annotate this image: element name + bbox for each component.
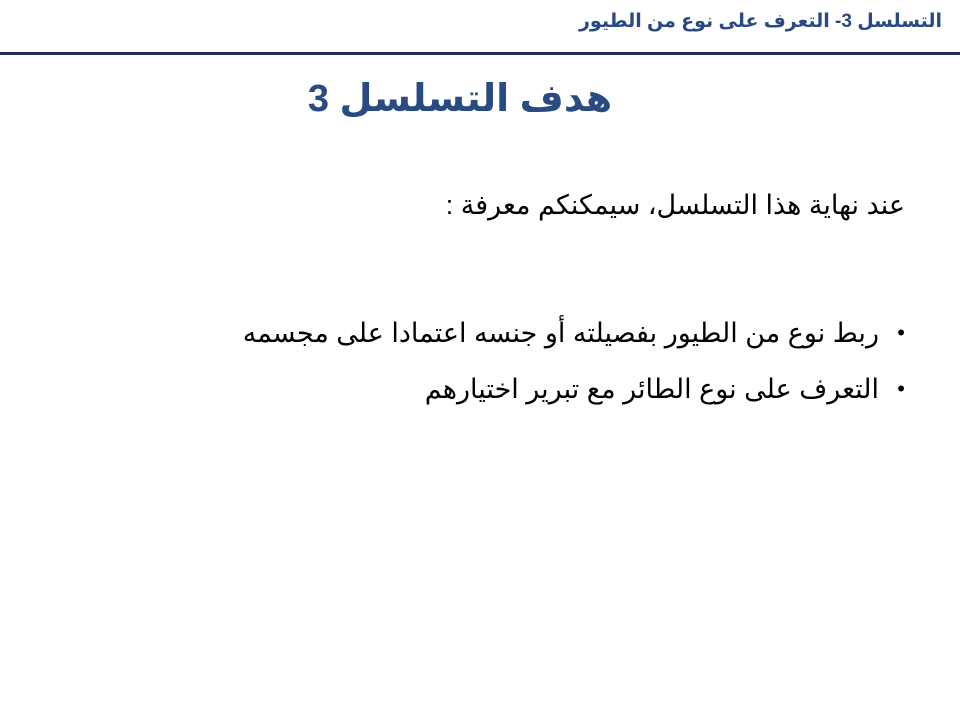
bullet-icon: • [897, 376, 905, 401]
bullet-icon: • [897, 320, 905, 345]
slide-title: هدف التسلسل 3 [307, 78, 613, 120]
objectives-list [243, 305, 905, 417]
list-item [243, 361, 905, 417]
objective-text: ربط نوع من الطيور بفصيلته أو جنسه اعتمادا على مجسمه [242, 318, 879, 348]
header-divider [0, 52, 960, 55]
header-title: التسلسل 3- التعرف على نوع من الطيور [578, 11, 942, 32]
objective-text: التعرف على نوع الطائر مع تبرير اختيارهم [424, 374, 879, 404]
intro-text: عند نهاية هذا التسلسل، سيمكنكم معرفة : [445, 190, 905, 220]
list-item [243, 305, 905, 361]
